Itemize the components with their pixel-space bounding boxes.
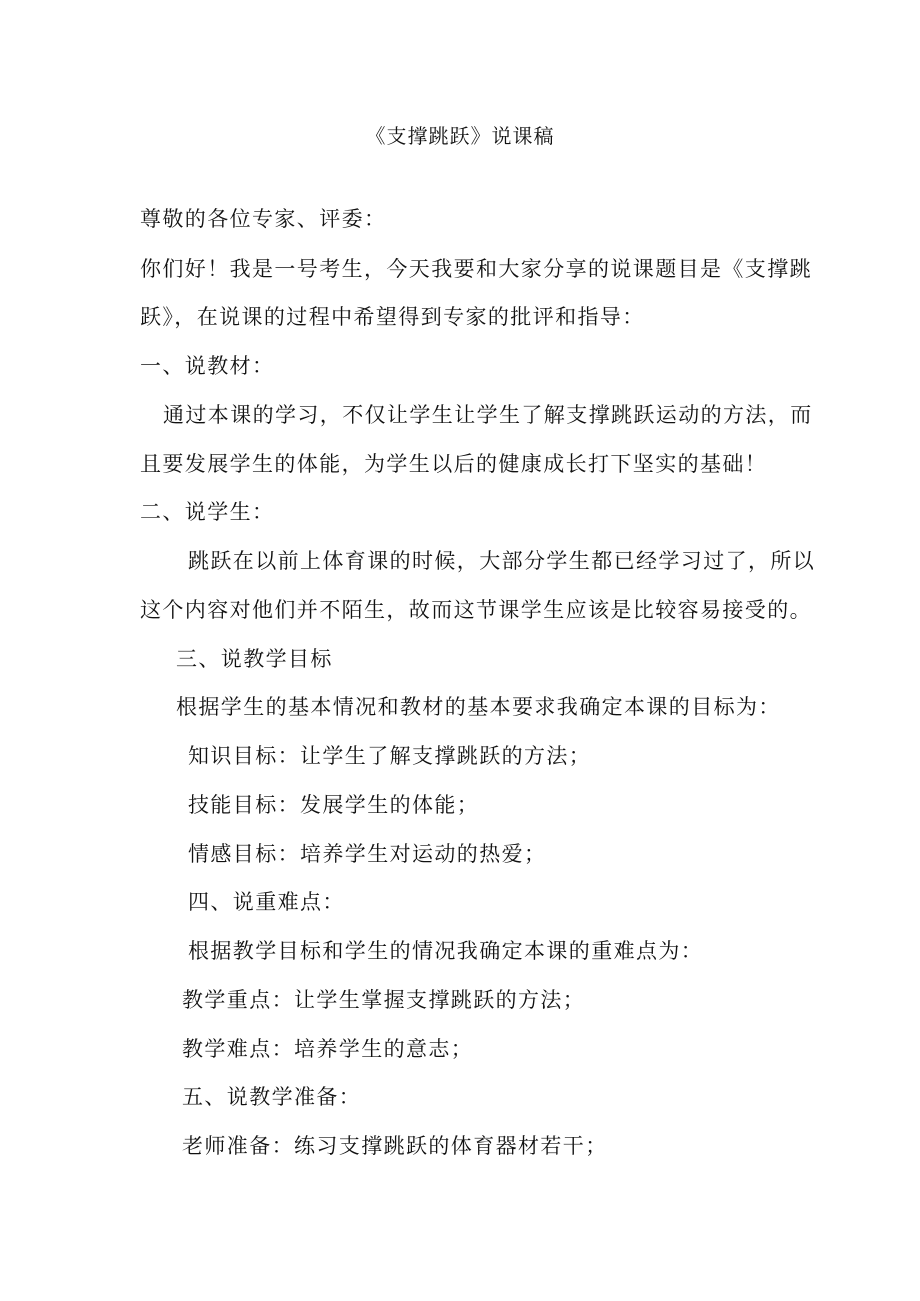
section-3-item-1: 知识目标：让学生了解支撑跳跃的方法；: [188, 744, 592, 768]
section-4-heading: 四、说重难点：: [188, 890, 345, 914]
section-1-heading: 一、说教材：: [140, 354, 275, 378]
section-2-heading: 二、说学生：: [140, 500, 275, 524]
section-5-item-1: 老师准备：练习支撑跳跃的体育器材若干；: [182, 1134, 608, 1158]
section-1-line-1: 通过本课的学习，不仅让学生让学生了解支撑跳跃运动的方法，而: [163, 403, 813, 427]
section-4-item-1: 教学重点：让学生掌握支撑跳跃的方法；: [182, 988, 586, 1012]
greeting: 尊敬的各位专家、评委：: [140, 207, 387, 231]
section-3-item-3: 情感目标：培养学生对运动的热爱；: [188, 842, 547, 866]
intro-line-2: 跃》，在说课的过程中希望得到专家的批评和指导：: [140, 305, 645, 329]
section-4-intro: 根据教学目标和学生的情况我确定本课的重难点为：: [188, 939, 704, 963]
section-2-line-1: 跳跃在以前上体育课的时候，大部分学生都已经学习过了，所以: [188, 549, 816, 573]
section-3-heading: 三、说教学目标: [176, 647, 333, 671]
section-3-intro: 根据学生的基本情况和教材的基本要求我确定本课的目标为：: [176, 695, 781, 719]
section-5-heading: 五、说教学准备：: [182, 1085, 362, 1109]
section-3-item-2: 技能目标：发展学生的体能；: [188, 793, 480, 817]
intro-line-1: 你们好！我是一号考生，今天我要和大家分享的说课题目是《支撑跳: [140, 257, 812, 281]
section-2-line-2: 这个内容对他们并不陌生，故而这节课学生应该是比较容易接受的。: [140, 598, 812, 622]
document-title: 《支撑跳跃》说课稿: [365, 124, 555, 148]
section-1-line-2: 且要发展学生的体能，为学生以后的健康成长打下坚实的基础！: [140, 452, 768, 476]
section-4-item-2: 教学难点：培养学生的意志；: [182, 1037, 474, 1061]
